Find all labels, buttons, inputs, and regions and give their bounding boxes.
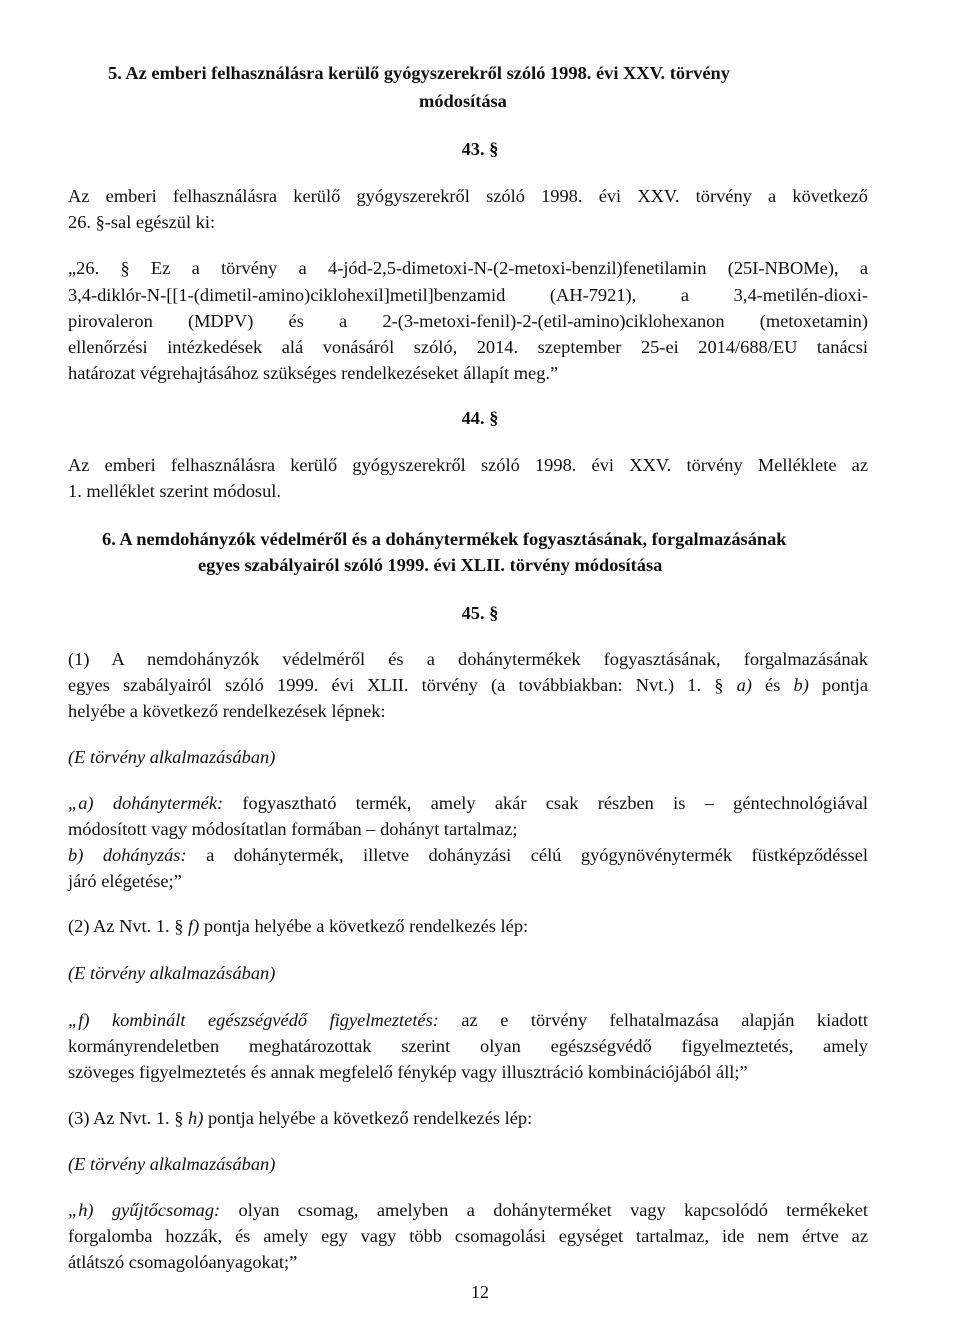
section-43-intro-line1: Az emberi felhasználásra kerülő gyógyszerekről szóló 1998. évi XXV. törvény a következő xyxy=(68,186,868,206)
section-45-para1-line3: helyébe a következő rendelkezések lépnek: xyxy=(68,701,386,721)
context-note-3: (E törvény alkalmazásában) xyxy=(68,1154,276,1174)
section-43-quote-line2: 3,4-diklór-N-[[1-(dimetil-amino)ciklohexil]metil]benzamid (AH-7921), a 3,4-metilén-dioxi- xyxy=(68,285,868,305)
section-43-quote-line4: ellenőrzési intézkedések alá vonásáról szóló, 2014. szeptember 25-ei 2014/688/EU tanácsi xyxy=(68,337,868,357)
chapter-heading-6-line1: 6. A nemdohányzók védelméről és a dohánytermékek fogyasztásának, forgalmazásának xyxy=(102,529,787,549)
section-43-intro-line2: 26. §-sal egészül ki: xyxy=(68,212,216,232)
section-45-para1-line1: (1) A nemdohányzók védelméről és a dohánytermékek fogyasztásának, forgalmazásának xyxy=(68,649,868,669)
chapter-heading-6-line2: egyes szabályairól szóló 1999. évi XLII. törvény módosítása xyxy=(198,555,663,575)
chapter-heading-5-line2: módosítása xyxy=(419,91,507,111)
definition-h-line1: „h) gyűjtőcsomag: olyan csomag, amelyben a dohányterméket vagy kapcsolódó termékeket xyxy=(68,1200,868,1220)
section-43-quote-line1: „26. § Ez a törvény a 4-jód-2,5-dimetoxi-N-(2-metoxi-benzil)fenetilamin (25I-NBOMe), a xyxy=(68,258,868,278)
definition-h-line2: forgalomba hozzák, és amely egy vagy több csomagolási egységet tartalmaz, ide nem értve az xyxy=(68,1226,868,1246)
section-43-quote-line3: pirovaleron (MDPV) és a 2-(3-metoxi-fenil)-2-(etil-amino)ciklohexanon (metoxetamin) xyxy=(68,311,868,331)
definition-h-line3: átlátszó csomagolóanyagokat;” xyxy=(68,1252,298,1272)
definition-f-line2: kormányrendeletben meghatározottak szerint olyan egészségvédő figyelmeztetés, amely xyxy=(68,1036,868,1056)
context-note-1: (E törvény alkalmazásában) xyxy=(68,747,276,767)
definition-a-line2: módosított vagy módosítatlan formában – dohányt tartalmaz; xyxy=(68,819,518,839)
definition-a-line1: „a) dohánytermék: fogyasztható termék, amely akár csak részben is – géntechnológiával xyxy=(68,793,868,813)
section-45-para1-line2: egyes szabályairól szóló 1999. évi XLII. törvény (a továbbiakban: Nvt.) 1. § a) és b) pontja xyxy=(68,675,868,695)
section-45-para2: (2) Az Nvt. 1. § f) pontja helyébe a következő rendelkezés lép: xyxy=(68,916,529,936)
section-44-line1: Az emberi felhasználásra kerülő gyógyszerekről szóló 1998. évi XXV. törvény Melléklete az xyxy=(68,455,868,475)
page-number: 12 xyxy=(471,1282,489,1302)
definition-f-line1: „f) kombinált egészségvédő figyelmeztetés: az e törvény felhatalmazása alapján kiadott xyxy=(68,1010,868,1030)
section-45-number: 45. § xyxy=(461,603,499,623)
context-note-2: (E törvény alkalmazásában) xyxy=(68,963,276,983)
section-45-para3: (3) Az Nvt. 1. § h) pontja helyébe a következő rendelkezés lép: xyxy=(68,1108,533,1128)
section-44-line2: 1. melléklet szerint módosul. xyxy=(68,481,281,501)
chapter-heading-5-line1: 5. Az emberi felhasználásra kerülő gyógyszerekről szóló 1998. évi XXV. törvény xyxy=(108,63,730,83)
section-44-number: 44. § xyxy=(461,408,499,428)
definition-f-line3: szöveges figyelmeztetés és annak megfelelő fénykép vagy illusztráció kombinációjából áll;” xyxy=(68,1062,748,1082)
section-43-quote-line5: határozat végrehajtásához szükséges rendelkezéseket állapít meg.” xyxy=(68,363,559,383)
section-43-number: 43. § xyxy=(461,139,499,159)
definition-b-line1: b) dohányzás: a dohánytermék, illetve dohányzási célú gyógynövénytermék füstképződéssel xyxy=(68,845,868,865)
definition-b-line2: járó elégetése;” xyxy=(68,871,182,891)
